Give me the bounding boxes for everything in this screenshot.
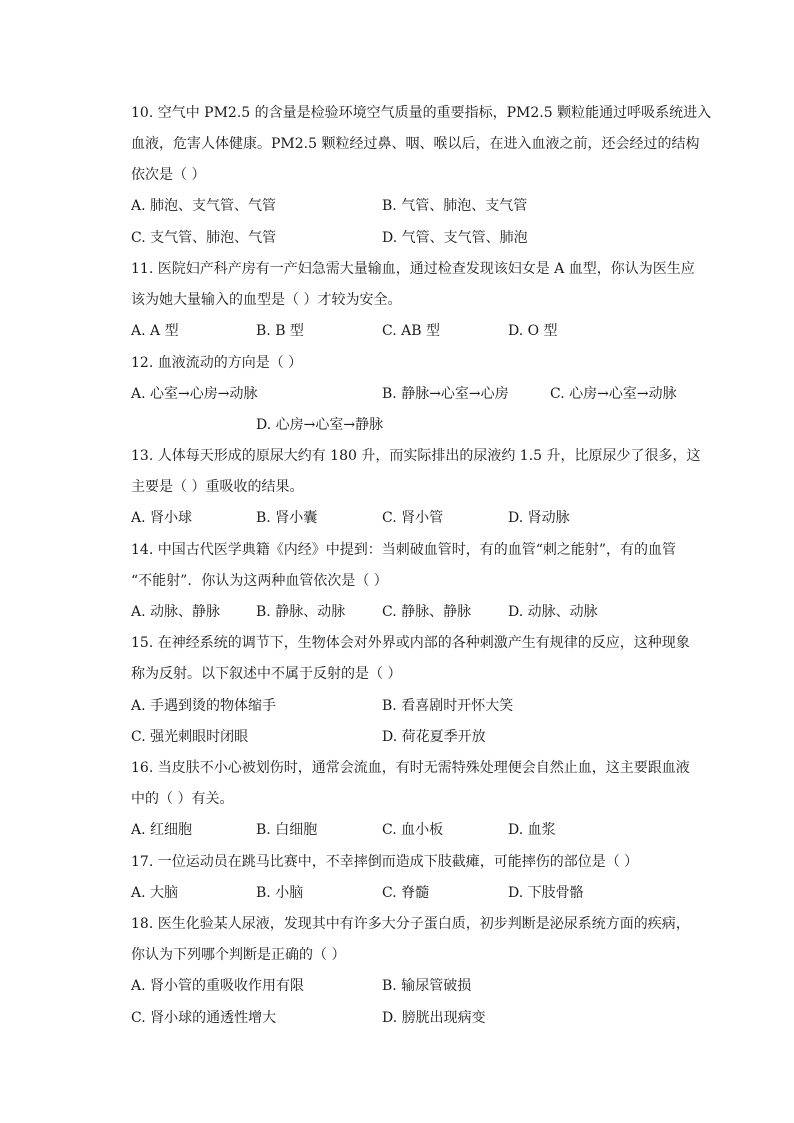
q16-stem-line1: 16. 当皮肤不小心被划伤时，通常会流血，有时无需特殊处理便会自然止血，这主要跟血液 bbox=[131, 760, 690, 776]
q17-option-d: D. 下肢骨骼 bbox=[508, 885, 584, 901]
q18-stem-line1: 18. 医生化验某人尿液，发现其中有许多大分子蛋白质，初步判断是泌尿系统方面的疾病， bbox=[131, 916, 690, 932]
q14-stem-line1: 14. 中国古代医学典籍《内经》中提到：当刺破血管时，有的血管“刺之能射”，有的血管 bbox=[131, 542, 677, 558]
q16-option-d: D. 血浆 bbox=[508, 822, 556, 838]
q14-option-b: B. 静脉、动脉 bbox=[256, 604, 346, 620]
q15-option-d: D. 荷花夏季开放 bbox=[382, 729, 486, 745]
q10-option-a: A. 肺泡、支气管、气管 bbox=[131, 198, 277, 214]
q12-option-c: C. 心房→心室→动脉 bbox=[550, 386, 677, 402]
q15-stem-line2: 称为反射。以下叙述中不属于反射的是（ ） bbox=[131, 666, 402, 682]
q14-option-c: C. 静脉、静脉 bbox=[382, 604, 472, 620]
q11-stem-line2: 该为她大量输入的血型是（ ）才较为安全。 bbox=[131, 292, 402, 308]
q10-option-c: C. 支气管、肺泡、气管 bbox=[131, 230, 277, 246]
q13-stem-line1: 13. 人体每天形成的原尿大约有 180 升，而实际排出的尿液约 1.5 升，比原尿少了很多，这 bbox=[131, 448, 701, 464]
q18-option-c: C. 肾小球的通透性增大 bbox=[131, 1010, 277, 1026]
q11-option-d: D. O 型 bbox=[508, 323, 558, 339]
q17-option-c: C. 脊髓 bbox=[382, 885, 430, 901]
q14-option-d: D. 动脉、动脉 bbox=[508, 604, 598, 620]
q17-stem-line1: 17. 一位运动员在跳马比赛中，不幸摔倒而造成下肢截瘫，可能摔伤的部位是（ ） bbox=[131, 854, 639, 870]
q18-option-a: A. 肾小管的重吸收作用有限 bbox=[131, 978, 305, 994]
q10-stem-line2: 血液，危害人体健康。PM2.5 颗粒经过鼻、咽、喉以后，在进入血液之前，还会经过的结构 bbox=[131, 136, 700, 152]
q16-option-a: A. 红细胞 bbox=[131, 822, 193, 838]
q15-stem-line1: 15. 在神经系统的调节下，生物体会对外界或内部的各种刺激产生有规律的反应，这种现象 bbox=[131, 635, 690, 651]
q11-option-b: B. B 型 bbox=[256, 323, 304, 339]
q10-option-b: B. 气管、肺泡、支气管 bbox=[382, 198, 528, 214]
q17-option-a: A. 大脑 bbox=[131, 885, 179, 901]
q18-option-b: B. 输尿管破损 bbox=[382, 978, 472, 994]
q12-stem-line1: 12. 血液流动的方向是（ ） bbox=[131, 355, 303, 371]
q15-option-b: B. 看喜剧时开怀大笑 bbox=[382, 698, 514, 714]
q16-option-b: B. 白细胞 bbox=[256, 822, 318, 838]
q10-stem-line1: 10. 空气中 PM2.5 的含量是检验环境空气质量的重要指标，PM2.5 颗粒能通过呼吸系统进入 bbox=[131, 105, 712, 121]
q10-stem-line3: 依次是（ ） bbox=[131, 167, 206, 183]
q15-option-a: A. 手遇到烫的物体缩手 bbox=[131, 698, 277, 714]
q12-option-b: B. 静脉→心室→心房 bbox=[382, 386, 509, 402]
q13-option-c: C. 肾小管 bbox=[382, 510, 444, 526]
q13-option-d: D. 肾动脉 bbox=[508, 510, 570, 526]
q16-stem-line2: 中的（ ）有关。 bbox=[131, 791, 234, 807]
q13-option-b: B. 肾小囊 bbox=[256, 510, 318, 526]
q16-option-c: C. 血小板 bbox=[382, 822, 444, 838]
q14-option-a: A. 动脉、静脉 bbox=[131, 604, 221, 620]
q18-option-d: D. 膀胱出现病变 bbox=[382, 1010, 486, 1026]
q11-option-a: A. A 型 bbox=[131, 323, 179, 339]
q18-stem-line2: 你认为下列哪个判断是正确的（ ） bbox=[131, 947, 346, 963]
q13-stem-line2: 主要是（ ）重吸收的结果。 bbox=[131, 479, 304, 495]
q17-option-b: B. 小脑 bbox=[256, 885, 304, 901]
q12-option-d: D. 心房→心室→静脉 bbox=[256, 417, 384, 433]
q12-option-a: A. 心室→心房→动脉 bbox=[131, 386, 258, 402]
q10-option-d: D. 气管、支气管、肺泡 bbox=[382, 230, 528, 246]
q15-option-c: C. 强光刺眼时闭眼 bbox=[131, 729, 249, 745]
q13-option-a: A. 肾小球 bbox=[131, 510, 193, 526]
q11-stem-line1: 11. 医院妇产科产房有一产妇急需大量输血，通过检查发现该妇女是 A 血型，你认为医生应 bbox=[131, 261, 695, 277]
q11-option-c: C. AB 型 bbox=[382, 323, 440, 339]
q14-stem-line2: “不能射”．你认为这两种血管依次是（ ） bbox=[131, 573, 388, 589]
